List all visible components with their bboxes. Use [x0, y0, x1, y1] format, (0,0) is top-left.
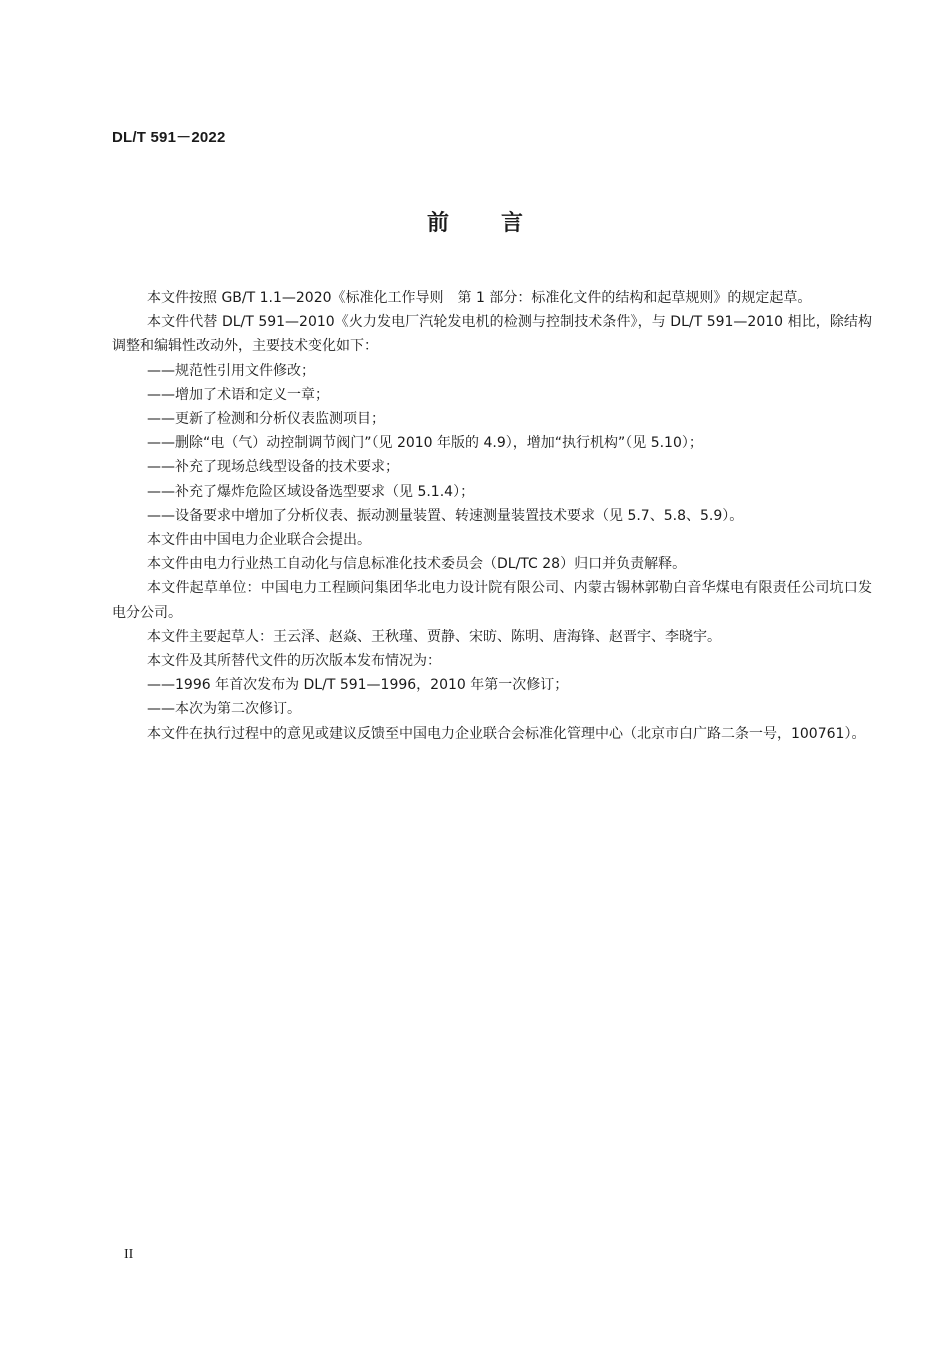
paragraph-drafters: 本文件主要起草人：王云泽、赵焱、王秋瑾、贾静、宋昉、陈明、唐海锋、赵晋宇、李晓宇。: [147, 628, 721, 645]
paragraph-replacement: 本文件代替 DL/T 591—2010《火力发电厂汽轮发电机的检测与控制技术条件》，与 DL/T 591—2010 相比，除结构调整和编辑性改动外，主要技术变化如下：: [112, 314, 872, 355]
change-item: ——补充了爆炸危险区域设备选型要求（见 5.1.4）；: [147, 483, 475, 500]
change-item: ——删除“电（气）动控制调节阀门”（见 2010 年版的 4.9），增加“执行机构”（见 5.10）；: [147, 435, 703, 452]
change-item: ——设备要求中增加了分析仪表、振动测量装置、转速测量装置技术要求（见 5.7、5.8、5.9）。: [147, 507, 744, 524]
page-title: 前言: [426, 211, 575, 236]
paragraph-history-intro: 本文件及其所替代文件的历次版本发布情况为：: [147, 653, 441, 670]
history-item: ——1996 年首次发布为 DL/T 591—1996，2010 年第一次修订；: [147, 677, 569, 694]
paragraph-drafting-basis: 本文件按照 GB/T 1.1—2020《标准化工作导则 第 1 部分：标准化文件的结构和起草规则》的规定起草。: [147, 290, 812, 306]
change-item: ——规范性引用文件修改；: [147, 362, 315, 379]
document-code: DL/T 591－2022: [112, 129, 226, 146]
paragraph-drafting-units: 本文件起草单位：中国电力工程顾问集团华北电力设计院有限公司、内蒙古锡林郭勒白音华煤电有限责任公司坑口发电分公司。: [112, 580, 872, 621]
document-body: [112, 286, 872, 746]
change-item: ——更新了检测和分析仪表监测项目；: [147, 411, 385, 428]
paragraph-committee: 本文件由电力行业热工自动化与信息标准化技术委员会（DL/TC 28）归口并负责解释。: [147, 556, 687, 573]
paragraph-proposer: 本文件由中国电力企业联合会提出。: [147, 532, 371, 549]
change-item: ——增加了术语和定义一章；: [147, 386, 329, 403]
change-item: ——补充了现场总线型设备的技术要求；: [147, 459, 399, 476]
history-item: ——本次为第二次修订。: [147, 701, 301, 718]
paragraph-feedback: 本文件在执行过程中的意见或建议反馈至中国电力企业联合会标准化管理中心（北京市白广路二条一号，100761）。: [147, 725, 866, 742]
page-number: II: [124, 1247, 134, 1262]
